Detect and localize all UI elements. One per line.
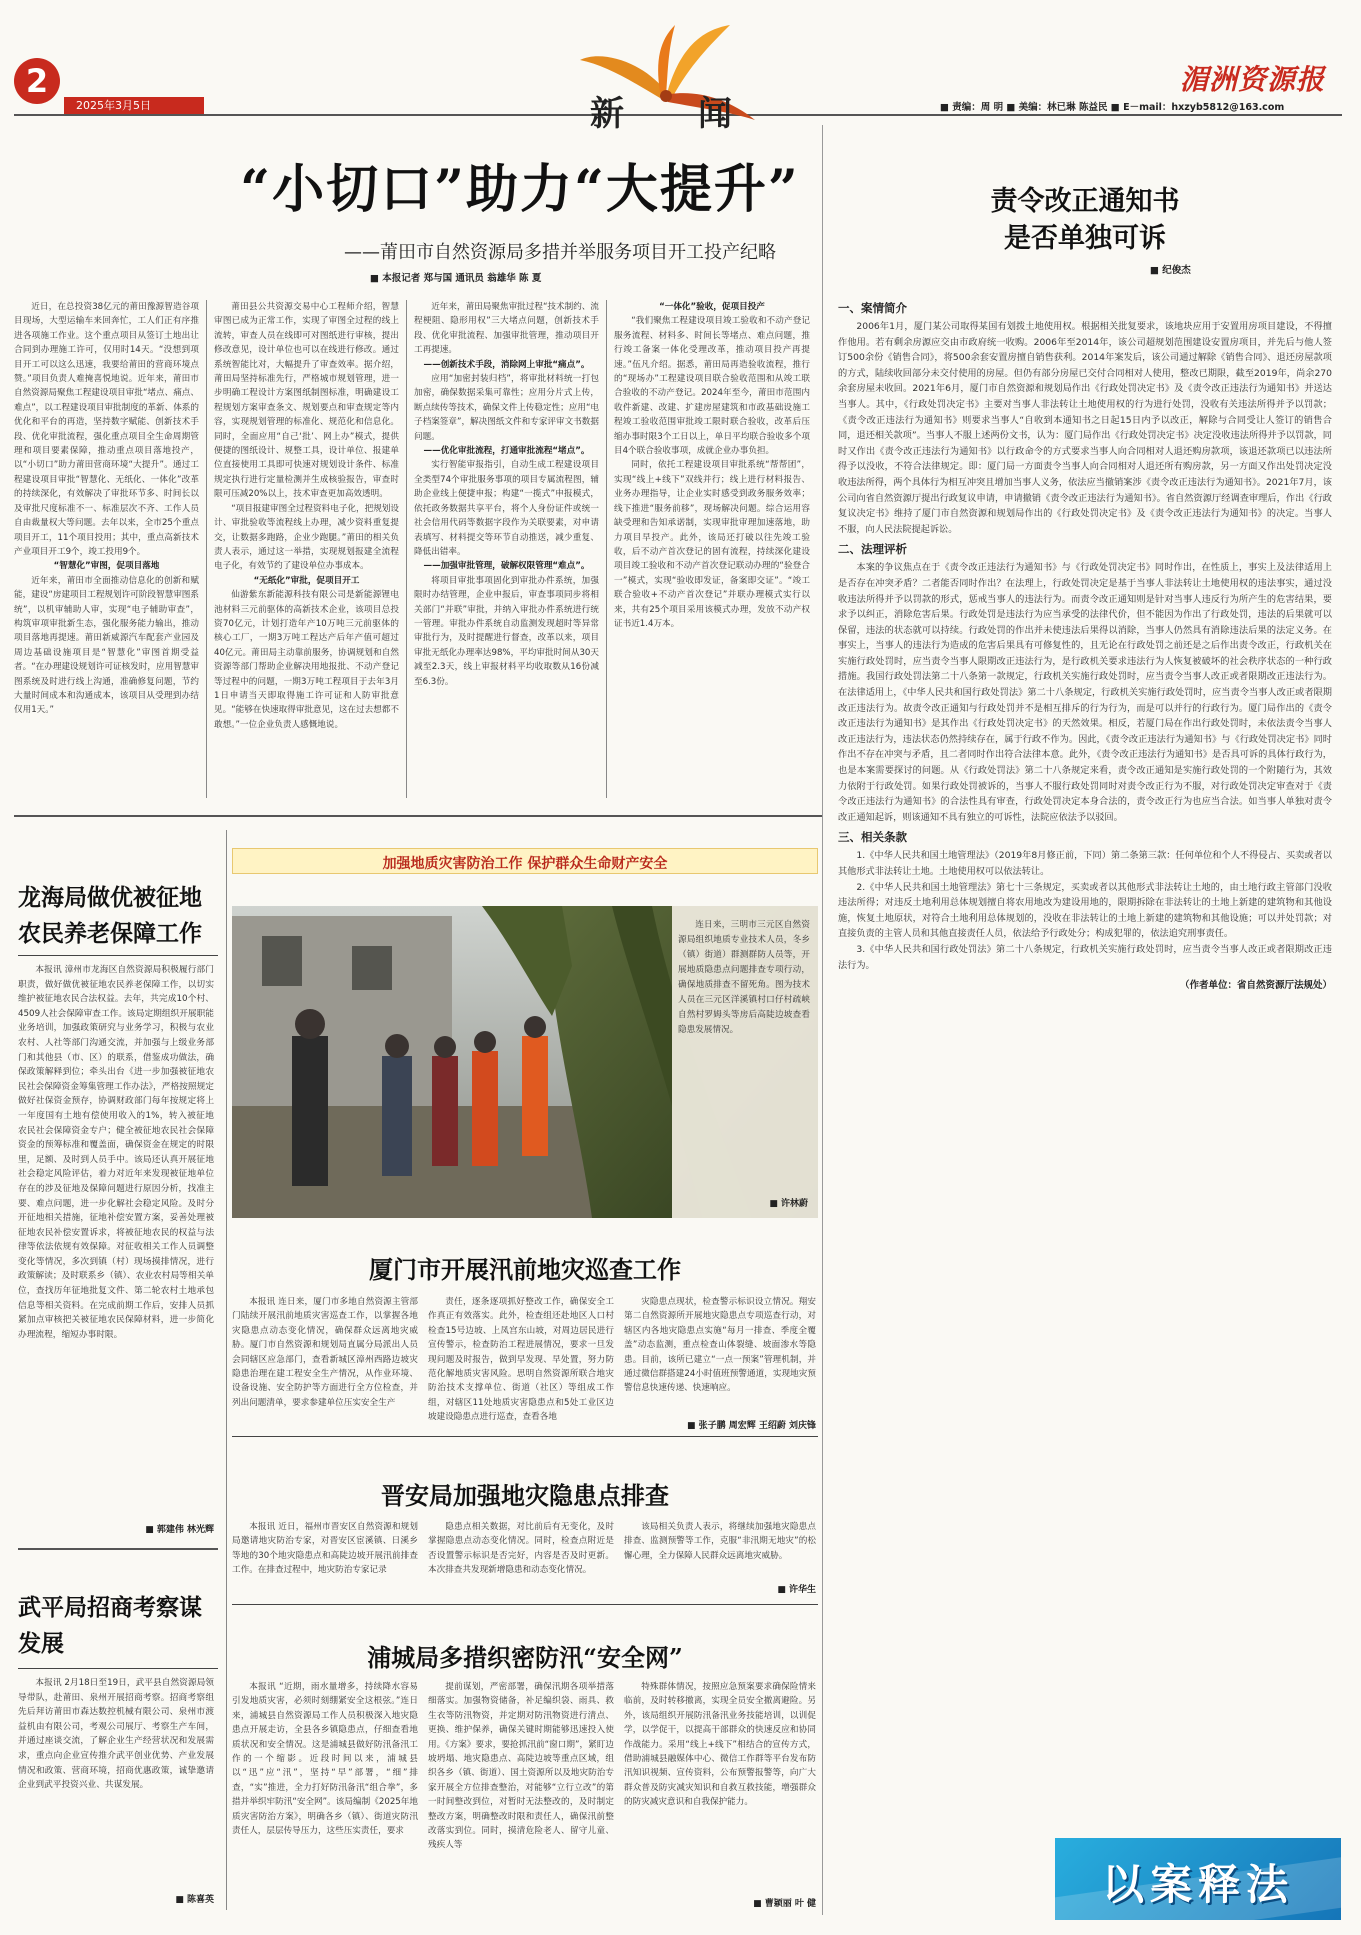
xiamen-col-1: 本报讯 连日来，厦门市多地自然资源主管部门陆续开展汛前地质灾害巡查工作，以掌握各地灾隐患点动态变化情况，确保群众远离地灾威胁。厦门市自然资源和规划局直属分局派出人员会同辖区应急部门，查看新城区漳州西路边坡灾隐患治理在建工程安全生产情况，从作业环境、设备设施、安全防护等方面进行全方位检查，并列出问题清单，要求参建单位压实安全生产 bbox=[232, 1297, 418, 1408]
column-banner-title: 以案释法 bbox=[1101, 1860, 1294, 1909]
pucheng-signature: ■ 曹颖丽 叶 健 bbox=[753, 1899, 816, 1909]
jinan-col-3: 该局相关负责人表示，将继续加强地灾隐患点排查、监测预警等工作，克服“非汛期无地灾”的松懈心理，全力保障人民群众远离地灾威胁。 bbox=[624, 1522, 816, 1561]
jinan-signature: ■ 许华生 bbox=[777, 1585, 816, 1595]
longhai-signature: ■ 郭建伟 林光辉 bbox=[145, 1525, 214, 1535]
case-clause-1: 1.《中华人民共和国土地管理法》（2019年8月修正前，下同）第二条第三款：任何单位和个人不得侵占、买卖或者以其他形式非法转让土地。土地使用权可以依法转让。 bbox=[838, 850, 1332, 877]
lead-subtitle: ——莆田市自然资源局多措并举服务项目开工投产纪略 bbox=[344, 242, 776, 263]
case-section-2: 二、法理评析 bbox=[838, 542, 907, 557]
wuping-headline: 武平局招商考察谋发展 bbox=[18, 1594, 202, 1657]
longhai-body: 本报讯 漳州市龙海区自然资源局积极履行部门职责，做好做优被征地农民养老保障工作，以切实维护被征地农民合法权益。去年，共完成10个村、4509人社会保障审查工作。该局定期组织开展职能业务培训，加强政策研究与业务学习，积极与农业农村、人社等部门沟通交流，并加强与上级业务部门和其他县（市、区）的联系，借鉴成功做法，确保政策解释到位；牵头出台《进一步加强被征地农民社会保障资金筹集管理工作办法》，严格按照规定做好社保资金预存，协调财政部门每年按规定将上一年度国有土地有偿使用收入的1%，转入被征地农民社会保障资金专户；健全被征地农民社会保障资金的预筹标准和覆盖面，确保资金在规定的时限里，足额、及时到人员手中。该局还认真开展征地社会稳定风险评估，着力对近年来发现被征地单位存在的涉及征地及保障问题进行原因分析，找准主要、难点问题，进一步化解社会稳定风险。及时分开征地相关措施，征地补偿安置方案，妥善处理被征地农民补偿安置诉求，将被征地农民的权益与法律等依法依规有效保障。对征收相关工作人员调整变化等情况，多次到镇（村）现场摸排情况，进行政策解读；及时联系乡（镇）、农业农村局等相关单位，查找历年征地批复文件、第二轮农村土地承包信息等相关资料。在完成前期工作后，安排人员抓紧加点审核把关被征地农民保障材料，进一步简化办理流程，缩短办事时限。 bbox=[18, 965, 214, 1340]
pucheng-headline: 浦城局多措织密防汛“安全网” bbox=[367, 1643, 683, 1672]
lead-byline: ■ 本报记者 郑与国 通讯员 翁雄华 陈 夏 bbox=[370, 273, 542, 284]
case-headline-1: 责令改正通知书 bbox=[990, 186, 1180, 217]
case-author-unit: （作者单位：省自然资源厅法规处） bbox=[1179, 980, 1332, 992]
pucheng-col-3: 特殊群体情况，按照应急预案要求确保险情来临前，及时转移撤离，实现全员安全撤离避险。另外，该局组织开展防汛备汛业务技能培训，以训促学，以学促干，以提高干部群众的快速反应和协同作战能力。采用“线上+线下”相结合的宣传方式，借助浦城县融媒体中心、微信工作群等平台发布防汛知识视频、宣传资料，公布预警报警等，向广大群众普及防灾减灾知识和自救互救技能，增强群众的防灾减灾意识和自我保护能力。 bbox=[624, 1682, 816, 1808]
wuping-signature: ■ 陈喜英 bbox=[175, 1895, 214, 1905]
case-section-1: 一、案情简介 bbox=[838, 301, 907, 315]
case-headline-2: 是否单独可诉 bbox=[1004, 223, 1166, 254]
lead-col-2: 莆田县公共资源交易中心工程师介绍，智慧审图已成为正常工作，实现了审图全过程的线上流转，审查人员在线即可对图纸进行审核，提出修改意见，设计单位也可以在线进行修改。通过系统智能比对，大幅提升了审查效率。据介绍，莆田局坚持标准先行，严格城市规划管理，进一步明确工程设计方案图纸制图标准，明确建设工程规划方案审查条文、规划要点和审查规定等内容，实现规划管理的标准化、规范化和信息化。同时，全面应用“自己‘批’、网上办”模式，提供便捷的图纸设计、规整工具，设计单位、报建单位直接使用工具即可快速对规划设计条件、标准规定执行进行定量检测并生成核验报告，审查时限可压减20%以上，技术审查更加高效透明。 “项目报建审图全过程资料电子化，把规划设计、审批验收等流程线上办理，减少资料重复提交，让数据多跑路，企业少跑腿。”莆田的相关负责人表示，通过这一举措，实现规划报建全流程电子化，有效节约了建设单位办事成本。 “无纸化”审批，促项目开工 仙游紫东新能源科技有限公司是新能源锂电池材料三元前驱体的高新技术企业，该项目总投资70亿元，计划打造年产10万吨三元前驱体的核心工厂，一期3万吨工程达产后年产值可超过40亿元。莆田局主动靠前服务，协调规划和自然资源等部门帮助企业解决用地报批、不动产登记等过程中的问题，一期3万吨工程项目于去年3月1日申请当天即取得施工许可证和人防审批意见。“能够在快速取得审批意见，这在过去想都不敢想。”一位企业负责人感慨地说。 bbox=[214, 302, 399, 730]
case-clause-3: 3.《中华人民共和国行政处罚法》第二十八条规定，行政机关实施行政处罚时，应当责令当事人改正或者限期改正违法行为。 bbox=[838, 943, 1332, 971]
pucheng-col-1: 本报讯 “近期，雨水量增多，持续降水容易引发地质灾害，必须时刻绷紧安全这根弦。”连日来，浦城县自然资源局工作人员积极深入地灾隐患点开展走访，全县各乡镇隐患点，仔细查看地质状况和安全情况。这是浦城县做好防汛备汛工作的一个缩影。近段时间以来，浦城县以“迅”应“汛”，坚持“早”部署，“细”排查，“实”推进，全力打好防汛备汛“组合拳”，多措并举织牢防汛“安全网”。该局编制《2025年地质灾害防治方案》，明确各乡（镇）、街道灾防汛责任人，层层传导压力，这些压实责任，要求 bbox=[232, 1682, 418, 1837]
lead-col-3: 近年来，莆田局聚焦审批过程“技术制约、流程梗阻、隐形用权”三大堵点问题，创新技术手段、优化审批流程、加强审批管理，推动项目开工再提速。 ——创新技术手段，消除网上审批“痛点”。 应用“加密封装归档”，将审批材料统一打包加密，确保数据采集可靠性；应用分片式上传，断点续传等技术，确保文件上传稳定性；应用“电子档案签章”，解决图纸文件和专家评审文书数据问题。 ——优化审批流程，打通审批流程“堵点”。 实行智能审报指引，自动生成工程建设项目全类型74个审批服务事项的项目专属流程图，辅助企业线上便捷申报；构建“一揽式”申报模式，依托政务数据共享平台，将个人身份证件或统一社会信用代码等数据字段作为关联要素，对申请表填写、材料提交等环节自动推送，减少重复、降低出错率。 ——加强审批管理，破解权限管理“难点”。 将项目审批事项固化到审批办件系统，加强限时办结管理，企业申报后，审查事项同步将相关部门“并联”审批，并纳入审批办件系统进行统一管理。审批办件系统自动监测发现超时等异常审批行为，及时提醒进行督查，改革以来，项目审批无纸化办理率达98%，平均审批时间从30天减至2.3天，线上审报材料平均收取数从16份减至6.3份。 bbox=[414, 302, 599, 687]
case-para-2: 本案的争议焦点在于《责令改正违法行为通知书》与《行政处罚决定书》同时作出，在性质上，事实上及法律适用上是否存在冲突矛盾？二者能否同时作出？在法理上，行政处罚决定是基于当事人非法转让土地使用权的违法事实，通过没收违法所得并予以罚款的形式，惩戒当事人的违法行为。而责令改正通知则是针对当事人违反行为所产生的危害结果，要求予以纠正，消除危害后果。行政处罚是违法行为应当承受的法律代价，但不能因为作出了行政处罚，违法的后果就可以保留，违法的状态就可以持续。行政处罚的作出并未使违法后果得以消除，当事人仍然具有消除违法后果的法定义务。在事实上，当事人的违法行为造成的危害后果具有可修复性的，且无论在行政处罚之前还是之后作出责令改正，行政机关在实施行政处罚时，应当责令当事人限期改正违法行为，是行政机关要求违法行为人恢复被破坏的社会秩序状态的一种行政措施。我国行政处罚法第二十八条第一款规定，行政机关实施行政处罚时，应当责令当事人改正或者限期改正违法行为。在法律适用上，《中华人民共和国行政处罚法》第二十八条规定，行政机关实施行政处罚时，应当责令当事人改正或者限期改正违法行为。故责令改正通知与行政处罚并不是相互排斥的行为行为，而是可以并行的行政行为。厦门局作出的《责令改正违法行为通知书》是其作出《行政处罚决定书》的天然效果。相反，若厦门局在作出行政处罚时，未依法责令当事人改正违法行为，违法状态仍然持续存在，属于行政不作为。因此，《责令改正违法行为通知书》与《行政处罚决定书》同时作出不存在冲突与矛盾，且二者同时作出符合法律本意。此外，《责令改正违法行为通知书》是否具可诉的具体行政行为，也是本案需要探讨的问题。从《行政处罚法》第二十八条规定来看，责令改正通知是实施行政处罚的一个附随行为，其效力依附于行政处罚。如果行政处罚被诉的，当事人不服行政处罚同时对责令改正行为不服，对行政处罚决定审查对于《责令改正违法行为通知书》的合法性具有审查，行政处罚决定本身合法的，责令改正行为也应当合法。如当事人单独对责令改正通知起诉，则该通知不具有独立的可诉性，法院应依法予以驳回。 bbox=[838, 562, 1332, 823]
issue-date: 2025年3月5日 bbox=[64, 97, 204, 115]
paper-name-logo: 湄洲资源报 bbox=[1180, 63, 1326, 96]
case-clause-2: 2.《中华人民共和国土地管理法》第七十三条规定，买卖或者以其他形式非法转让土地的，由土地行政主管部门没收违法所得；对违反土地利用总体规划擅自将农用地改为建设用地的，限期拆除在非法转让的土地上新建的建筑物和其他设施，恢复土地原状，对符合土地利用总体规划的，没收在非法转让的土地上新建的建筑物和其他设施；可以并处罚款；对直接负责的主管人员和其他直接责任人员，依法给予行政处分；构成犯罪的，依法追究刑事责任。 bbox=[838, 881, 1332, 940]
case-para-1: 2006年1月，厦门某公司取得某国有划拨土地使用权。根据相关批复要求，该地块应用于安置用房项目建设，不得擅作他用。若有剩余房源应交由市政府统一收购。2006年至2014年，该公司超规划范围建设安置房项目，并先后与他人签订500余份《销售合同》，将500余套安置房擅自销售获利。2014年案发后，该公司通过解除《销售合同》、退还房屋款项的方式，陆续收回部分未交付使用的房屋。但仍有部分房屋已交付合同相对人使用，整改已期限，截至2019年，尚余270余套房屋未收回。2021年6月，厦门市自然资源和规划局作出《行政处罚决定书》及《责令改正违法行为通知书》并送达当事人。其中，《行政处罚决定书》主要对当事人非法转让土地使用权的行为进行处罚，没收有关违法所得并予以罚款；《责令改正违法行为通知书》则要求当事人“自收到本通知书之日起15日内予以改正，解除与合同受让人签订的销售合同，退还相关款项”。当事人不服上述两份文书，认为：厦门局作出《行政处罚决定书》决定没收违法所得并予以罚款，同时又作出《责令改正违法行为通知书》以行政命令的方式要求当事人向合同相对人退还购房款项，该退还款项已以违法所得予以没收，不符合法律规定。即：厦门局一方面责令当事人向合同相对人退还所有购房款，另一方面又作出处罚决定没收违法所得，两个具体行为相互冲突且增加当事人义务，依法应当撤销案涉《责令改正违法行为通知书》。2021年7月，该公司向省自然资源厅提出行政复议申请，申请撤销《责令改正违法行为通知书》。省自然资源厅经调查审理后，作出《行政复议决定书》维持了厦门市自然资源和规划局作出的《行政处罚决定书》及《责令改正违法行为通知书》的决定。当事人不服，向人民法院提起诉讼。 bbox=[838, 321, 1332, 535]
xiamen-col-3: 灾隐患点现状，检查警示标识设立情况。翔安第二自然资源所开展地灾隐患点专项巡查行动，对辖区内各地灾隐患点实施“每月一排查、季度全覆盖”动态监测，重点检查山体裂缝、坡面渗水等隐患。目前，该所已建立“一点一预案”管理机制，并通过微信群搭建24小时值班预警通道，实现地灾预警信息快速传递、快速响应。 bbox=[624, 1297, 816, 1394]
xiamen-col-2: 责任，逐条逐项抓好整改工作，确保安全工作真正有效落实。此外，检查组还赴地区人口村检查15号边坡、上凤宫东山坡，对周边居民进行宣传警示，检查防治工程进展情况，要求一旦发现问题及时报告，做到早发现、早处置，努力防范化解地质灾害风险。思明自然资源所联合地灾防治技术支撑单位、街道（社区）等组成工作组，对辖区11处地质灾害隐患点和5处工业区边坡建设隐患点进行巡查，查看各地 bbox=[428, 1297, 614, 1423]
section-char-2: 闻 bbox=[698, 94, 732, 134]
lead-col-4: “一体化”验收，促项目投产 “我们聚焦工程建设项目竣工验收和不动产登记服务流程、材料多、时间长等堵点、难点问题，推行竣工备案一体化受理改革，推动项目投产再提速。”伍凡介绍。据悉，莆田局再造验收流程，推行的“现场办”工程建设项目联合验收范围和从竣工联合验收的不动产登记。2024年至今，莆田市范围内收件新建、改建、扩建房屋建筑和市政基础设施工程竣工验收范围审批竣工限时联合验收，改革后压缩办事时限3个工日以上，单日平均联合验收多个项目4个联合验收事项，成就企业办事负担。 同时，依托工程建设项目审批系统“帮帮团”，实现“线上+线下”双线并行；线上进行材料报告、业务办理指导，让企业实时感受到政务服务效率；线下推进“服务前移”，现场解决问题。综合运用容缺受理和告知承诺制，实现审批审理加速落地，助力项目早投产。此外，该局还打破以往先竣工验收，后不动产首次登记的固有流程，持续深化建设项目竣工验收和不动产首次登记联动办理的“验登合一”模式，实现“验收即发证，备案即交证”。“竣工联合验收+不动产首次登记”并联办理模式实行以来，共有25个项目采用该模式办理，发放不动产权证书近1.4万本。 bbox=[614, 302, 810, 629]
editor-credits: ■ 责编：周 明 ■ 美编：林已琳 陈益民 ■ E－mail：hxzyb5812@163.com bbox=[940, 102, 1285, 113]
jinan-headline: 晋安局加强地灾隐患点排查 bbox=[381, 1481, 669, 1510]
jinan-col-2: 隐患点相关数据，对比前后有无变化，及时掌握隐患点动态变化情况。同时，检查点附近是否设置警示标识是否完好，内容是否及时更新。本次排查共发现新增隐患和动态变化情况。 bbox=[428, 1522, 614, 1576]
xiamen-signature: ■ 张子鹏 周宏辉 王绍蔚 刘庆锋 bbox=[686, 1421, 816, 1431]
wuping-body: 本报讯 2月18日至19日，武平县自然资源局领导带队，赴莆田、泉州开展招商考察。招商考察组先后拜访莆田市森达数控机械有限公司、泉州市渡益机由有限公司，考观公司展厅、考察生产车间，并通过座谈交流，了解企业生产经营状况和发展需求，重点向企业宣传推介武平创业优势、产业发展情况和政策、营商环境，招商优惠政策，诚挚邀请企业到武平投资兴业、共谋发展。 bbox=[18, 1678, 214, 1791]
disaster-banner-text: 加强地质灾害防治工作 保护群众生命财产安全 bbox=[382, 856, 668, 872]
page-number-badge: 2 bbox=[14, 58, 60, 104]
section-char-1: 新 bbox=[590, 94, 624, 134]
column-banner bbox=[1055, 1838, 1341, 1920]
xiamen-headline: 厦门市开展汛前地灾巡查工作 bbox=[369, 1255, 681, 1284]
longhai-headline: 龙海局做优被征地农民养老保障工作 bbox=[18, 884, 202, 947]
lead-headline: “小切口”助力“大提升” bbox=[240, 159, 800, 220]
case-body bbox=[838, 300, 1332, 1870]
pucheng-col-2: 提前谋划，严密部署，确保汛期各项举措落细落实。加强物资储备，补足编织袋、雨具、救生衣等防汛物资，并定期对防汛物资进行清点、更换、维护保养，确保关键时期能够迅速投入使用。《方案》要求，要抢抓汛前“窗口期”，紧盯边坡坍塌、地灾隐患点、高陡边坡等重点区域，组织各乡（镇、街道）、国土资源所以及地灾防治专家开展全方位排查整治，对能够“立行立改”的第一时间整改到位，对暂时无法整改的，及时制定整改方案，明确整改时限和责任人，确保汛前整改落实到位。同时，摸清危险老人、留守儿童、残疾人等 bbox=[428, 1682, 614, 1851]
lead-col-1: 近日，在总投资38亿元的莆田豫源智造谷项目现场，大型运输车来回奔忙，工人们正有序推进各项施工作业。这个重点项目从签订土地出让合同到办理施工许可，仅用时14天。“没想到项目开工可以这么迅速，我要给莆田的营商环境点赞。”项目负责人难掩喜悦地说。近年来，莆田市自然资源局聚焦工程建设项目审批“堵点、痛点、难点”，以工程建设项目审批制度的革新、体系的优化和平台的再造，坚持数字赋能、创新技术手段、优化审批流程，强化重点项目全生命周期管理和项目要素保障，推动重点项目落地投产，以“小切口”助力莆田营商环境“大提升”。通过工程建设项目审批“智慧化、无纸化、一体化”改革的持续深化，有效解决了审批环节多、时间长以及审批尺度标准不一、标准层次不齐、工作人员自由裁量权大等问题。去年以来，全市25个重点项目开工，11个项目投用；其中，重点高新技术产业项目开工9个，竣工投用9个。 “智慧化”审图，促项目落地 近年来，莆田市全面推动信息化的创新和赋能，建设“房建项目工程规划许可阶段智慧审图系统”，以机审辅助人审，实现“电子辅助审查”，构筑审项审批新生态，强化服务能力输出，推动项目落地再提速。莆田新威源汽车配套产业园及周边基础设施项目是“智慧化”审图首期受益者。“在办理建设规划许可证核发时，应用智慧审图系统及时进行线上沟通，准确修复问题，节约大量时间成本和沟通成本，该项目从受理到办结仅用1天。” bbox=[14, 302, 199, 716]
case-section-3: 三、相关条款 bbox=[838, 830, 907, 845]
jinan-col-1: 本报讯 近日，福州市晋安区自然资源和规划局邀请地灾防治专家，对晋安区宦溪镇、日溪乡等地的30个地灾隐患点和高陡边坡开展汛前排查工作。在排查过程中，地灾防治专家记录 bbox=[232, 1522, 418, 1576]
case-author: ■ 纪俊杰 bbox=[1150, 265, 1191, 276]
photo-credit: ■ 许林蔚 bbox=[769, 1199, 808, 1209]
photo-caption: 连日来，三明市三元区自然资源局组织地质专业技术人员，冬乡（镇）街道）群测群防人员等，开展地质隐患点问题排查专项行动，确保地质排查不留死角。图为技术人员在三元区洋溪镇村口仔村疏峡自然村罗姆头等房后高陡边坡查看隐患发展情况。 bbox=[678, 920, 810, 1035]
